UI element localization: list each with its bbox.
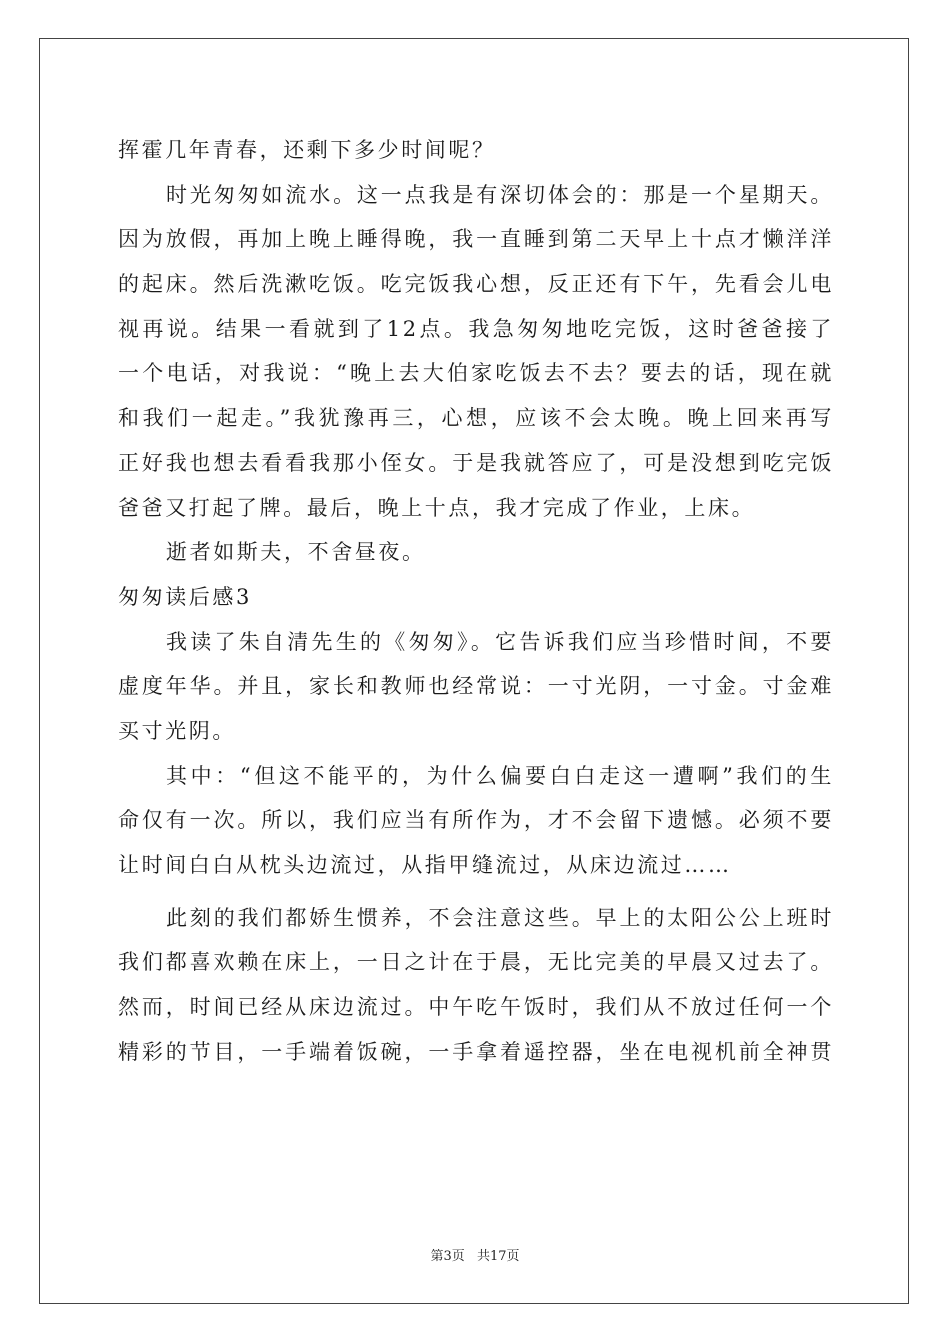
text-line: 虚度年华。并且，家长和教师也经常说：一寸光阴，一寸金。寸金难: [118, 674, 834, 699]
paragraph-line: 逝者如斯夫，不舍昼夜。: [166, 540, 426, 565]
text-line: 命仅有一次。所以，我们应当有所作为，才不会留下遗憾。必须不要: [118, 808, 834, 833]
paragraph-line: 时光匆匆如流水。这一点我是有深切体会的：那是一个星期天。: [166, 182, 834, 207]
paragraph-line: 此刻的我们都娇生惯养，不会注意这些。早上的太阳公公上班时: [166, 905, 834, 930]
text-line: 正好我也想去看看我那小侄女。于是我就答应了，可是没想到吃完饭: [118, 450, 834, 475]
text-line: 买寸光阴。: [118, 718, 236, 743]
text-line: 我们都喜欢赖在床上，一日之计在于晨，无比完美的早晨又过去了。: [118, 950, 834, 975]
page-total: 共17页: [476, 1249, 520, 1264]
text-line: 精彩的节目，一手端着饭碗，一手拿着遥控器，坐在电视机前全神贯: [118, 1039, 834, 1064]
text-line: 的起床。然后洗漱吃饭。吃完饭我心想，反正还有下午，先看会儿电: [118, 272, 834, 297]
paragraph-line: 我读了朱自清先生的《匆匆》。它告诉我们应当珍惜时间，不要: [166, 629, 834, 654]
paragraph-line: 其中：“但这不能平的，为什么偏要白白走这一遭啊”我们的生: [166, 763, 834, 788]
text-line: 爸爸又打起了牌。最后，晚上十点，我才完成了作业，上床。: [118, 495, 756, 520]
text-line: 和我们一起走。”我犹豫再三，心想，应该不会太晚。晚上回来再写: [118, 406, 834, 431]
text-line: 让时间白白从枕头边流过，从指甲缝流过，从床边流过……: [118, 853, 732, 877]
text-line: 视再说。结果一看就到了12点。我急匆匆地吃完饭，这时爸爸接了: [118, 316, 834, 341]
text-line: 一个电话，对我说：“晚上去大伯家吃饭去不去？要去的话，现在就: [118, 361, 834, 386]
page-footer: [0, 1245, 950, 1264]
document-body: [118, 128, 834, 1074]
text-line: 因为放假，再加上晚上睡得晚，我一直睡到第二天早上十点才懒洋洋: [118, 227, 834, 252]
text-line: 然而，时间已经从床边流过。中午吃午饭时，我们从不放过任何一个: [118, 995, 834, 1020]
paragraph-gap: [118, 888, 834, 896]
text-line: 挥霍几年青春，还剩下多少时间呢？: [118, 138, 496, 162]
page-number: 第3页: [430, 1249, 465, 1264]
section-heading: 匆匆读后感3: [118, 584, 252, 609]
